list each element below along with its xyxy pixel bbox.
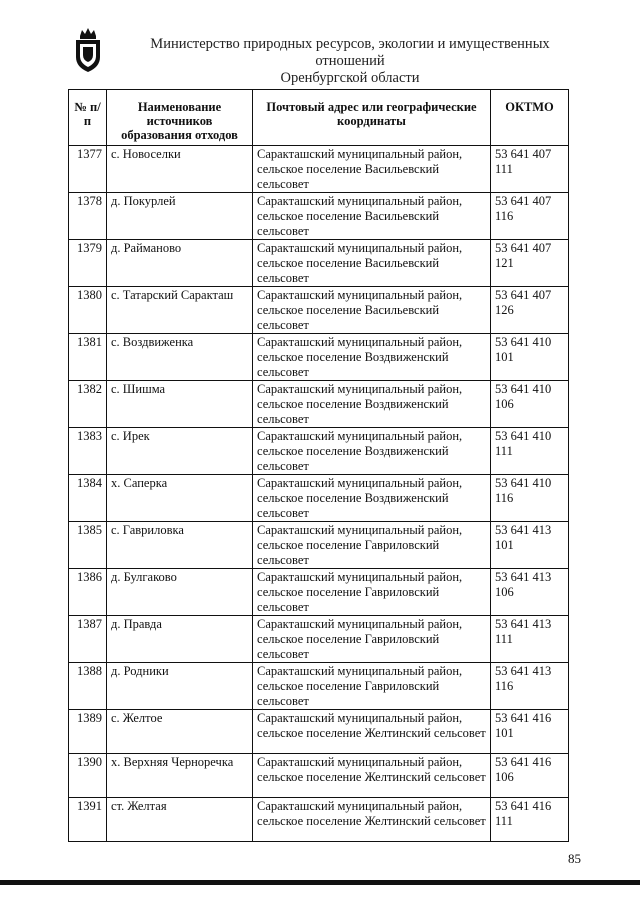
cell-num: 1385 <box>69 522 107 569</box>
cell-name: д. Райманово <box>107 240 253 287</box>
coat-of-arms-icon <box>74 27 102 73</box>
cell-address: Саракташский муниципальный район, сельское поселение Васильевский сельсовет <box>253 193 491 240</box>
cell-oktmo: 53 641 407 111 <box>491 146 569 193</box>
ministry-line-1: Министерство природных ресурсов, экологии и имущественных отношений <box>150 36 550 69</box>
cell-name: ст. Желтая <box>107 798 253 842</box>
table-row <box>69 754 569 798</box>
cell-name: х. Саперка <box>107 475 253 522</box>
cell-num: 1391 <box>69 798 107 842</box>
page-bottom-rule <box>0 880 640 885</box>
cell-num: 1379 <box>69 240 107 287</box>
col-header-name: Наименование источников образования отходов <box>107 90 253 146</box>
table-header-row <box>69 90 569 146</box>
cell-num: 1378 <box>69 193 107 240</box>
cell-name: д. Родники <box>107 663 253 710</box>
cell-num: 1382 <box>69 381 107 428</box>
table-row <box>69 146 569 193</box>
table-row <box>69 663 569 710</box>
cell-name: х. Верхняя Черноречка <box>107 754 253 798</box>
cell-oktmo: 53 641 407 121 <box>491 240 569 287</box>
cell-oktmo: 53 641 416 106 <box>491 754 569 798</box>
table-row <box>69 334 569 381</box>
cell-num: 1383 <box>69 428 107 475</box>
cell-num: 1389 <box>69 710 107 754</box>
table-row <box>69 381 569 428</box>
page-number: 85 <box>568 851 581 866</box>
cell-oktmo: 53 641 410 111 <box>491 428 569 475</box>
cell-oktmo: 53 641 410 106 <box>491 381 569 428</box>
table-row <box>69 616 569 663</box>
table-row <box>69 569 569 616</box>
cell-oktmo: 53 641 413 111 <box>491 616 569 663</box>
cell-num: 1390 <box>69 754 107 798</box>
cell-address: Саракташский муниципальный район, сельское поселение Воздвиженский сельсовет <box>253 334 491 381</box>
cell-address: Саракташский муниципальный район, сельское поселение Воздвиженский сельсовет <box>253 381 491 428</box>
table-row <box>69 287 569 334</box>
cell-name: д. Покурлей <box>107 193 253 240</box>
table-row <box>69 475 569 522</box>
cell-address: Саракташский муниципальный район, сельское поселение Гавриловский сельсовет <box>253 616 491 663</box>
col-header-address: Почтовый адрес или географические координаты <box>253 90 491 146</box>
cell-address: Саракташский муниципальный район, сельское поселение Желтинский сельсовет <box>253 754 491 798</box>
cell-num: 1380 <box>69 287 107 334</box>
table-row <box>69 798 569 842</box>
cell-num: 1386 <box>69 569 107 616</box>
cell-address: Саракташский муниципальный район, сельское поселение Гавриловский сельсовет <box>253 569 491 616</box>
cell-name: с. Воздвиженка <box>107 334 253 381</box>
cell-address: Саракташский муниципальный район, сельское поселение Желтинский сельсовет <box>253 710 491 754</box>
cell-address: Саракташский муниципальный район, сельское поселение Васильевский сельсовет <box>253 146 491 193</box>
cell-name: с. Шишма <box>107 381 253 428</box>
cell-address: Саракташский муниципальный район, сельское поселение Желтинский сельсовет <box>253 798 491 842</box>
table-row <box>69 193 569 240</box>
col-header-num: № п/п <box>69 90 107 146</box>
cell-name: с. Ирек <box>107 428 253 475</box>
cell-oktmo: 53 641 413 106 <box>491 569 569 616</box>
cell-oktmo: 53 641 416 111 <box>491 798 569 842</box>
table-body <box>69 146 569 842</box>
ministry-line-2: Оренбургской области <box>280 70 420 86</box>
cell-address: Саракташский муниципальный район, сельское поселение Воздвиженский сельсовет <box>253 475 491 522</box>
cell-name: с. Гавриловка <box>107 522 253 569</box>
cell-num: 1387 <box>69 616 107 663</box>
cell-num: 1384 <box>69 475 107 522</box>
cell-name: д. Правда <box>107 616 253 663</box>
waste-sources-table <box>68 89 569 842</box>
cell-oktmo: 53 641 413 101 <box>491 522 569 569</box>
document-header <box>0 0 640 90</box>
cell-name: с. Новоселки <box>107 146 253 193</box>
cell-name: с. Желтое <box>107 710 253 754</box>
table-row <box>69 428 569 475</box>
cell-name: д. Булгаково <box>107 569 253 616</box>
cell-oktmo: 53 641 413 116 <box>491 663 569 710</box>
col-header-oktmo: ОКТМО <box>491 90 569 146</box>
table-row <box>69 240 569 287</box>
cell-num: 1381 <box>69 334 107 381</box>
table-row <box>69 710 569 754</box>
cell-address: Саракташский муниципальный район, сельское поселение Гавриловский сельсовет <box>253 663 491 710</box>
cell-address: Саракташский муниципальный район, сельское поселение Воздвиженский сельсовет <box>253 428 491 475</box>
cell-address: Саракташский муниципальный район, сельское поселение Васильевский сельсовет <box>253 240 491 287</box>
table-row <box>69 522 569 569</box>
cell-oktmo: 53 641 416 101 <box>491 710 569 754</box>
cell-oktmo: 53 641 410 116 <box>491 475 569 522</box>
ministry-title <box>120 36 580 87</box>
cell-address: Саракташский муниципальный район, сельское поселение Васильевский сельсовет <box>253 287 491 334</box>
cell-address: Саракташский муниципальный район, сельское поселение Гавриловский сельсовет <box>253 522 491 569</box>
cell-oktmo: 53 641 407 116 <box>491 193 569 240</box>
cell-num: 1388 <box>69 663 107 710</box>
cell-num: 1377 <box>69 146 107 193</box>
cell-oktmo: 53 641 407 126 <box>491 287 569 334</box>
cell-oktmo: 53 641 410 101 <box>491 334 569 381</box>
cell-name: с. Татарский Саракташ <box>107 287 253 334</box>
